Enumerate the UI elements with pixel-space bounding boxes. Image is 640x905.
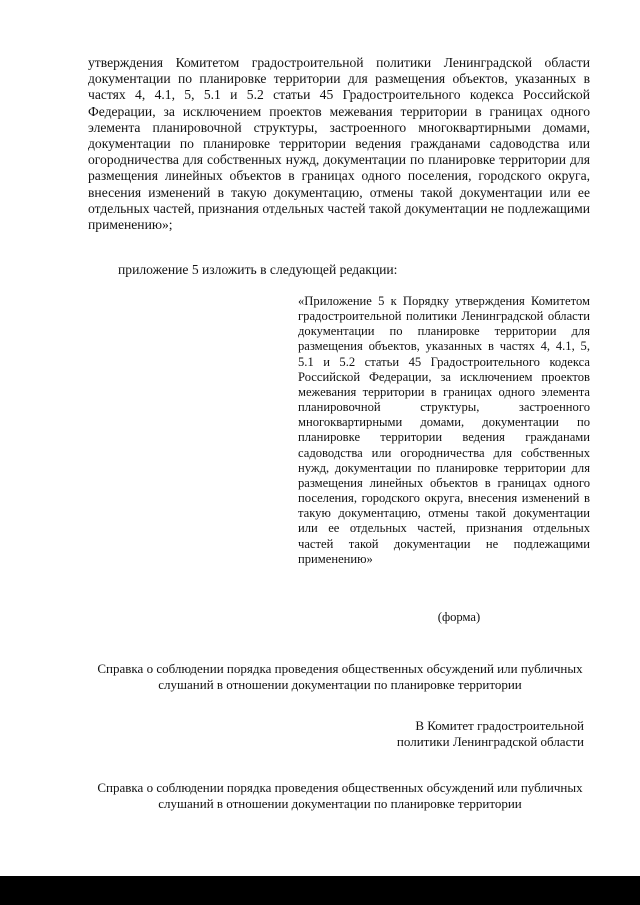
amendment-line: приложение 5 изложить в следующей редакции: bbox=[118, 262, 398, 277]
addressee-line-1: В Комитет градостроительной bbox=[415, 718, 584, 733]
form-label: (форма) bbox=[437, 610, 481, 624]
certificate-title-1: Справка о соблюдении порядка проведения общественных обсуждений или публичных слушаний в отношении документации по планировке территории bbox=[97, 661, 583, 692]
appendix-header: «Приложение 5 к Порядку утверждения Комитетом градостроительной политики Ленинградской области документации по планировке территории для размещения объектов, указанных в частях 4, 4.1, 5, 5.1 и 5.2 статьи 45 Градостроительного кодекса Российской Федерации, за исключением проектов межевания территории в границах одного элемента планировочной структуры, застроенного многоквартирными домами, документации по планировке территории ведения гражданами садоводства или огородничества для собственных нужд, документации по планировке территории для размещения линейных объектов в границах одного поселения, городского округа, внесения изменений в такую документацию, отмены такой документации или ее отдельных частей, признания отдельных частей такой документации не подлежащими применению» bbox=[298, 294, 590, 566]
certificate-title-2: Справка о соблюдении порядка проведения общественных обсуждений или публичных слушаний в отношении документации по планировке территории bbox=[97, 780, 583, 811]
addressee-block bbox=[360, 718, 584, 750]
scan-bottom-bar bbox=[0, 876, 640, 905]
addressee-line-2: политики Ленинградской области bbox=[396, 734, 584, 749]
intro-paragraph: утверждения Комитетом градостроительной политики Ленинградской области документации по планировке территории для размещения объектов, указанных в частях 4, 4.1, 5, 5.1 и 5.2 статьи 45 Градостроительного кодекса Российской Федерации, за исключением проектов межевания территории в границах одного элемента планировочной структуры, застроенного многоквартирными домами, документации по планировке территории ведения гражданами садоводства или огородничества для собственных нужд, документации по планировке территории для размещения линейных объектов в границах одного поселения, городского округа, внесения изменений в такую документацию, отмены такой документации или ее отдельных частей, признания отдельных частей такой документации не подлежащими применению»; bbox=[88, 55, 590, 233]
